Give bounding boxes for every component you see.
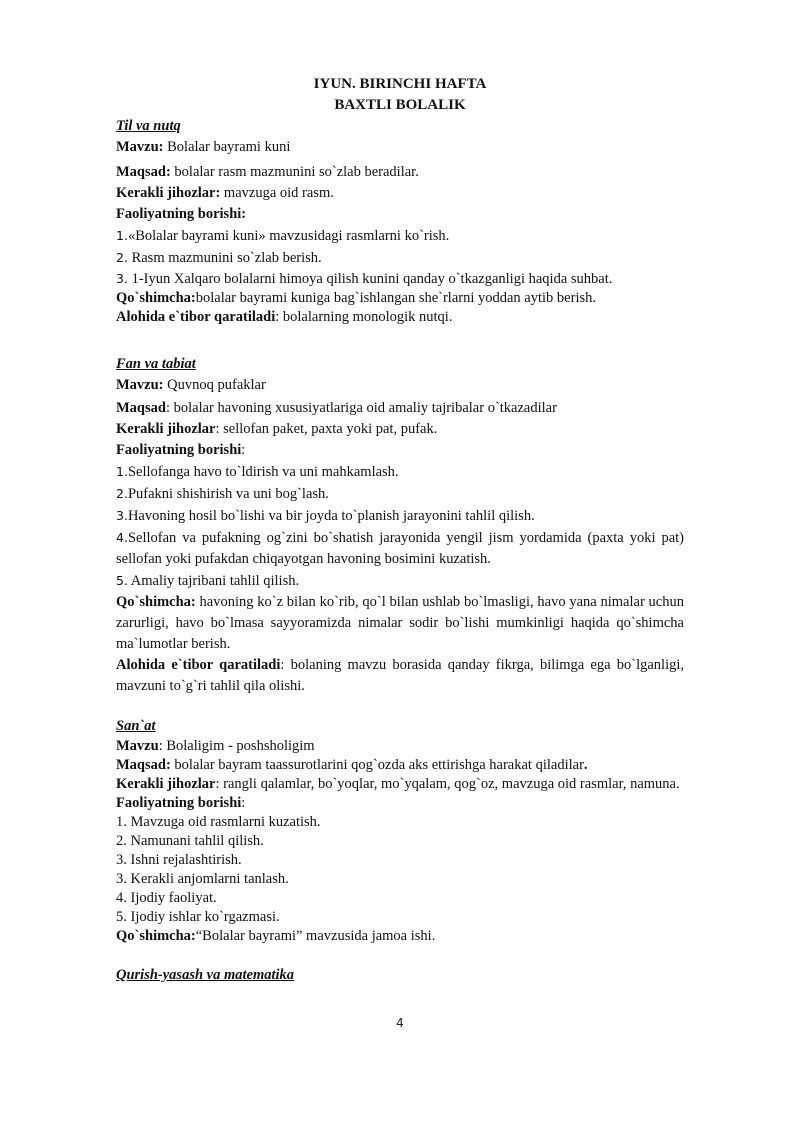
step-text: Rasm mazmunini so`zlab berish. — [127, 250, 322, 266]
list-item: 3. Ishni rejalashtirish. — [116, 852, 242, 868]
list-item: 5. Ijodiy ishlar ko`rgazmasi. — [116, 909, 280, 925]
step-number: 1. — [116, 228, 128, 243]
section-heading: San`at — [116, 718, 156, 734]
step-text: Amaliy tajribani tahlil qilish. — [127, 573, 300, 589]
faoliyat-colon: : — [241, 442, 246, 458]
alohida-text: : bolaning mavzu borasida qanday fikrga, bilimga ega bo`lganligi, mavzuni to`g`ri tahlil qila olishi. — [116, 657, 685, 694]
theme-title: BAXTLI BOLALIK — [334, 97, 466, 113]
step-number: 4. — [116, 530, 128, 545]
jihoz-label: Kerakli jihozlar: — [116, 185, 221, 201]
document-page — [116, 74, 684, 986]
step-number: 2. — [116, 250, 128, 265]
qoshimcha-text: “Bolalar bayrami” mavzusida jamoa ishi. — [195, 928, 436, 944]
alohida-label: Alohida e`tibor qaratiladi — [116, 309, 276, 325]
page-number: 4 — [396, 1016, 404, 1030]
jihoz-label: Kerakli jihozlar — [116, 776, 216, 792]
step-number: 2. — [116, 486, 128, 501]
alohida-text: : bolalarning monologik nutqi. — [275, 309, 453, 325]
faoliyat-label: Faoliyatning borishi — [116, 795, 242, 811]
qoshimcha-label: Qo`shimcha: — [116, 594, 196, 610]
qoshimcha-label: Qo`shimcha: — [116, 290, 196, 306]
maqsad-label: Maqsad: — [116, 757, 171, 773]
section-heading: Fan va tabiat — [116, 356, 196, 372]
maqsad-period: . — [583, 757, 588, 773]
alohida-label: Alohida e`tibor qaratiladi — [116, 657, 281, 673]
qoshimcha-label: Qo`shimcha: — [116, 928, 196, 944]
step-text: Sellofanga havo to`ldirish va uni mahkamlash. — [127, 464, 399, 480]
step-text: Sellofan va pufakning og`zini bo`shatish jarayonida yengil jism yordamida (paxta yoki pat) sellofan yoki pufakdan chiqayotgan havoning bosimini kuzatish. — [116, 530, 684, 567]
section-qurish-yasash — [116, 965, 684, 986]
list-item: 1. Mavzuga oid rasmlarni kuzatish. — [116, 814, 321, 830]
step-number: 5. — [116, 573, 128, 588]
step-number: 3. — [116, 271, 128, 286]
step-text: Havoning hosil bo`lishi va bir joyda to`planish jarayonini tahlil qilish. — [127, 508, 535, 524]
mavzu-label: Mavzu: — [116, 377, 164, 393]
list-item: 3. Kerakli anjomlarni tanlash. — [116, 871, 289, 887]
faoliyat-label: Faoliyatning borishi: — [116, 206, 247, 222]
section-fan-va-tabiat — [116, 354, 684, 697]
qoshimcha-text: havoning ko`z bilan ko`rib, qo`l bilan ushlab bo`lmasligi, havo yana nimalar uchun zarurligi, havo bo`lmasa sayyoramizda nimalar sodir bo`lishi mumkinligi haqida qo`shimcha ma`lumotlar berish. — [116, 594, 684, 652]
mavzu-text: Quvnoq pufaklar — [163, 377, 266, 393]
maqsad-label: Maqsad: — [116, 164, 171, 180]
step-number: 1. — [116, 464, 128, 479]
spacer — [116, 327, 684, 354]
mavzu-label: Mavzu: — [116, 139, 164, 155]
step-text: 1-Iyun Xalqaro bolalarni himoya qilish kunini qanday o`tkazganligi haqida suhbat. — [127, 271, 613, 287]
week-title: IYUN. BIRINCHI HAFTA — [313, 76, 487, 92]
page-header — [116, 74, 684, 116]
qoshimcha-text: bolalar bayrami kuniga bag`ishlangan she`rlarni yoddan aytib berish. — [195, 290, 596, 306]
jihoz-text: : rangli qalamlar, bo`yoqlar, mo`yqalam, qog`oz, mavzuga oid rasmlar, namuna. — [215, 776, 680, 792]
list-item: 2. Namunani tahlil qilish. — [116, 833, 264, 849]
faoliyat-label: Faoliyatning borishi — [116, 442, 242, 458]
mavzu-text: Bolalar bayrami kuni — [163, 139, 291, 155]
jihoz-label: Kerakli jihozlar — [116, 421, 216, 437]
step-text: «Bolalar bayrami kuni» mavzusidagi rasmlarni ko`rish. — [127, 228, 450, 244]
section-til-va-nutq — [116, 116, 684, 327]
section-heading: Til va nutq — [116, 118, 181, 134]
list-item: 4. Ijodiy faoliyat. — [116, 890, 217, 906]
spacer — [116, 946, 684, 965]
jihoz-text: : sellofan paket, paxta yoki pat, pufak. — [215, 421, 438, 437]
step-text: Pufakni shishirish va uni bog`lash. — [127, 486, 329, 502]
mavzu-text: : Bolaligim - poshsholigim — [158, 738, 315, 754]
faoliyat-colon: : — [241, 795, 246, 811]
step-number: 3. — [116, 508, 128, 523]
maqsad-label: Maqsad — [116, 400, 166, 416]
spacer — [116, 697, 684, 716]
section-sanat — [116, 716, 684, 946]
maqsad-text: bolalar bayram taassurotlarini qog`ozda aks ettirishga harakat qiladilar — [170, 757, 584, 773]
maqsad-text: bolalar rasm mazmunini so`zlab beradilar. — [170, 164, 419, 180]
section-heading: Qurish-yasash va matematika — [116, 967, 295, 983]
mavzu-label: Mavzu — [116, 738, 159, 754]
jihoz-text: mavzuga oid rasm. — [220, 185, 334, 201]
maqsad-text: : bolalar havoning xususiyatlariga oid amaliy tajribalar o`tkazadilar — [165, 400, 557, 416]
